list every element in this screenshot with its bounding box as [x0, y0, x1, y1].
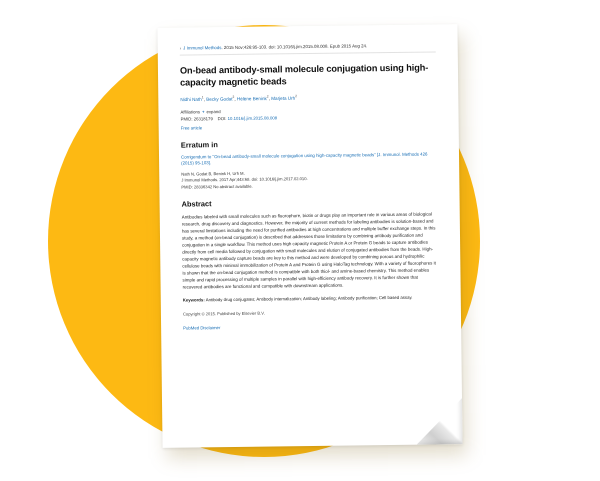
- abstract-heading: Abstract: [181, 199, 212, 209]
- author-sup-3: 2: [266, 94, 269, 99]
- journal-name-link[interactable]: J Immunol Methods: [183, 45, 222, 51]
- chevron-right-icon: ›: [179, 45, 182, 51]
- copyright-line: Copyright © 2015. Published by Elsevier B.V.: [182, 310, 265, 317]
- author-link-1[interactable]: Nidhi Nath: [180, 96, 202, 102]
- expand-label[interactable]: expand: [206, 109, 221, 115]
- pubmed-disclaimer-link[interactable]: PubMed Disclaimer: [183, 325, 221, 331]
- erratum-citation: J Immunol Methods. 2017 Apr;443:68. doi: 10.1016/j.jim.2017.02.010.: [181, 176, 308, 183]
- page-title: On-bead antibody-small molecule conjugation using high-capacity magnetic beads: [179, 62, 429, 88]
- author-sup-1: 1: [201, 95, 204, 100]
- keywords-row: [183, 295, 439, 305]
- erratum-link[interactable]: Corrigendum to "On-bead antibody-small molecule conjugation using high-capacity magnetic beads" [J. Immunol. Methods 426 (2015) 95-103].: [180, 151, 428, 166]
- author-sup-2: 2: [232, 94, 235, 99]
- author-link-4[interactable]: Marjeta Urh: [271, 95, 296, 101]
- author-list: [180, 92, 436, 103]
- author-sup-4: 2: [295, 93, 298, 98]
- author-sep-2: ,: [234, 96, 237, 102]
- doi-label: DOI:: [217, 115, 227, 121]
- erratum-authors: Nath N, Godat B, Benink H, Urh M.: [181, 170, 245, 177]
- abstract-body: [182, 210, 439, 290]
- abstract-paragraph: Antibodies labeled with small molecules such as fluorophore, biotin or drugs play an important role in various areas of biological research, drug discovery and diagnostics. However, the majority of current methods for labeling antibodies is solution-based and has several limitations including the need for purified antibodies at high concentrations and multiple buffer exchange steps. In this study, a method (on-bead conjugation) is described that addresses those limitations by combining antibody purification and conjugation in a single workflow. This method uses high capacity magnetic Protein A or Protein G beads to capture antibodies directly from cell media followed by conjugation with small molecules and elution of conjugated antibodies from the beads. High-capacity magnetic antibody capture beads are key to this method and were developed by combining porous and hydrophilic cellulose beads with minimal immobilization of Protein A and Protein G using HaloTag technology. With a variety of fluorophores it is shown that the on-bead conjugation method is compatible with both thiol- and amine-based chemistry. This method enables simple and rapid processing of multiple samples in parallel with high-efficiency antibody recovery. It is further shown that recovered antibodies are functional and compatible with downstream applications.: [181, 211, 436, 290]
- erratum-pmid: PMID: 28336342 No abstract available.: [181, 183, 253, 190]
- plus-icon[interactable]: +: [201, 109, 205, 115]
- document-content: [157, 24, 462, 448]
- affiliations-label[interactable]: Affiliations: [180, 109, 201, 115]
- free-article-link[interactable]: Free article: [180, 125, 203, 131]
- document-page: [157, 24, 462, 448]
- journal-citation: [180, 42, 436, 51]
- pmid-label: PMID:: [180, 116, 193, 122]
- journal-citation-rest: . 2015 Nov;426:95-103. doi: 10.1016/j.jim.2015.08.008. Epub 2015 Aug 24.: [221, 43, 368, 51]
- header-divider: [180, 51, 436, 55]
- author-link-3[interactable]: Hélène Benink: [236, 95, 267, 102]
- keywords-text: Antibody drug conjugates; Antibody internalization; Antibody labeling; Antibody purification; Cell based assay.: [205, 295, 413, 303]
- author-sep-1: ,: [203, 96, 207, 102]
- author-sep-3: ,: [268, 95, 272, 101]
- pmid-value: 26318179: [193, 116, 213, 122]
- doi-value[interactable]: 10.1016/j.jim.2015.08.008: [227, 115, 278, 121]
- keywords-label: Keywords:: [182, 297, 205, 303]
- erratum-heading: Erratum in: [180, 139, 218, 150]
- author-link-2[interactable]: Becky Godat: [206, 96, 233, 102]
